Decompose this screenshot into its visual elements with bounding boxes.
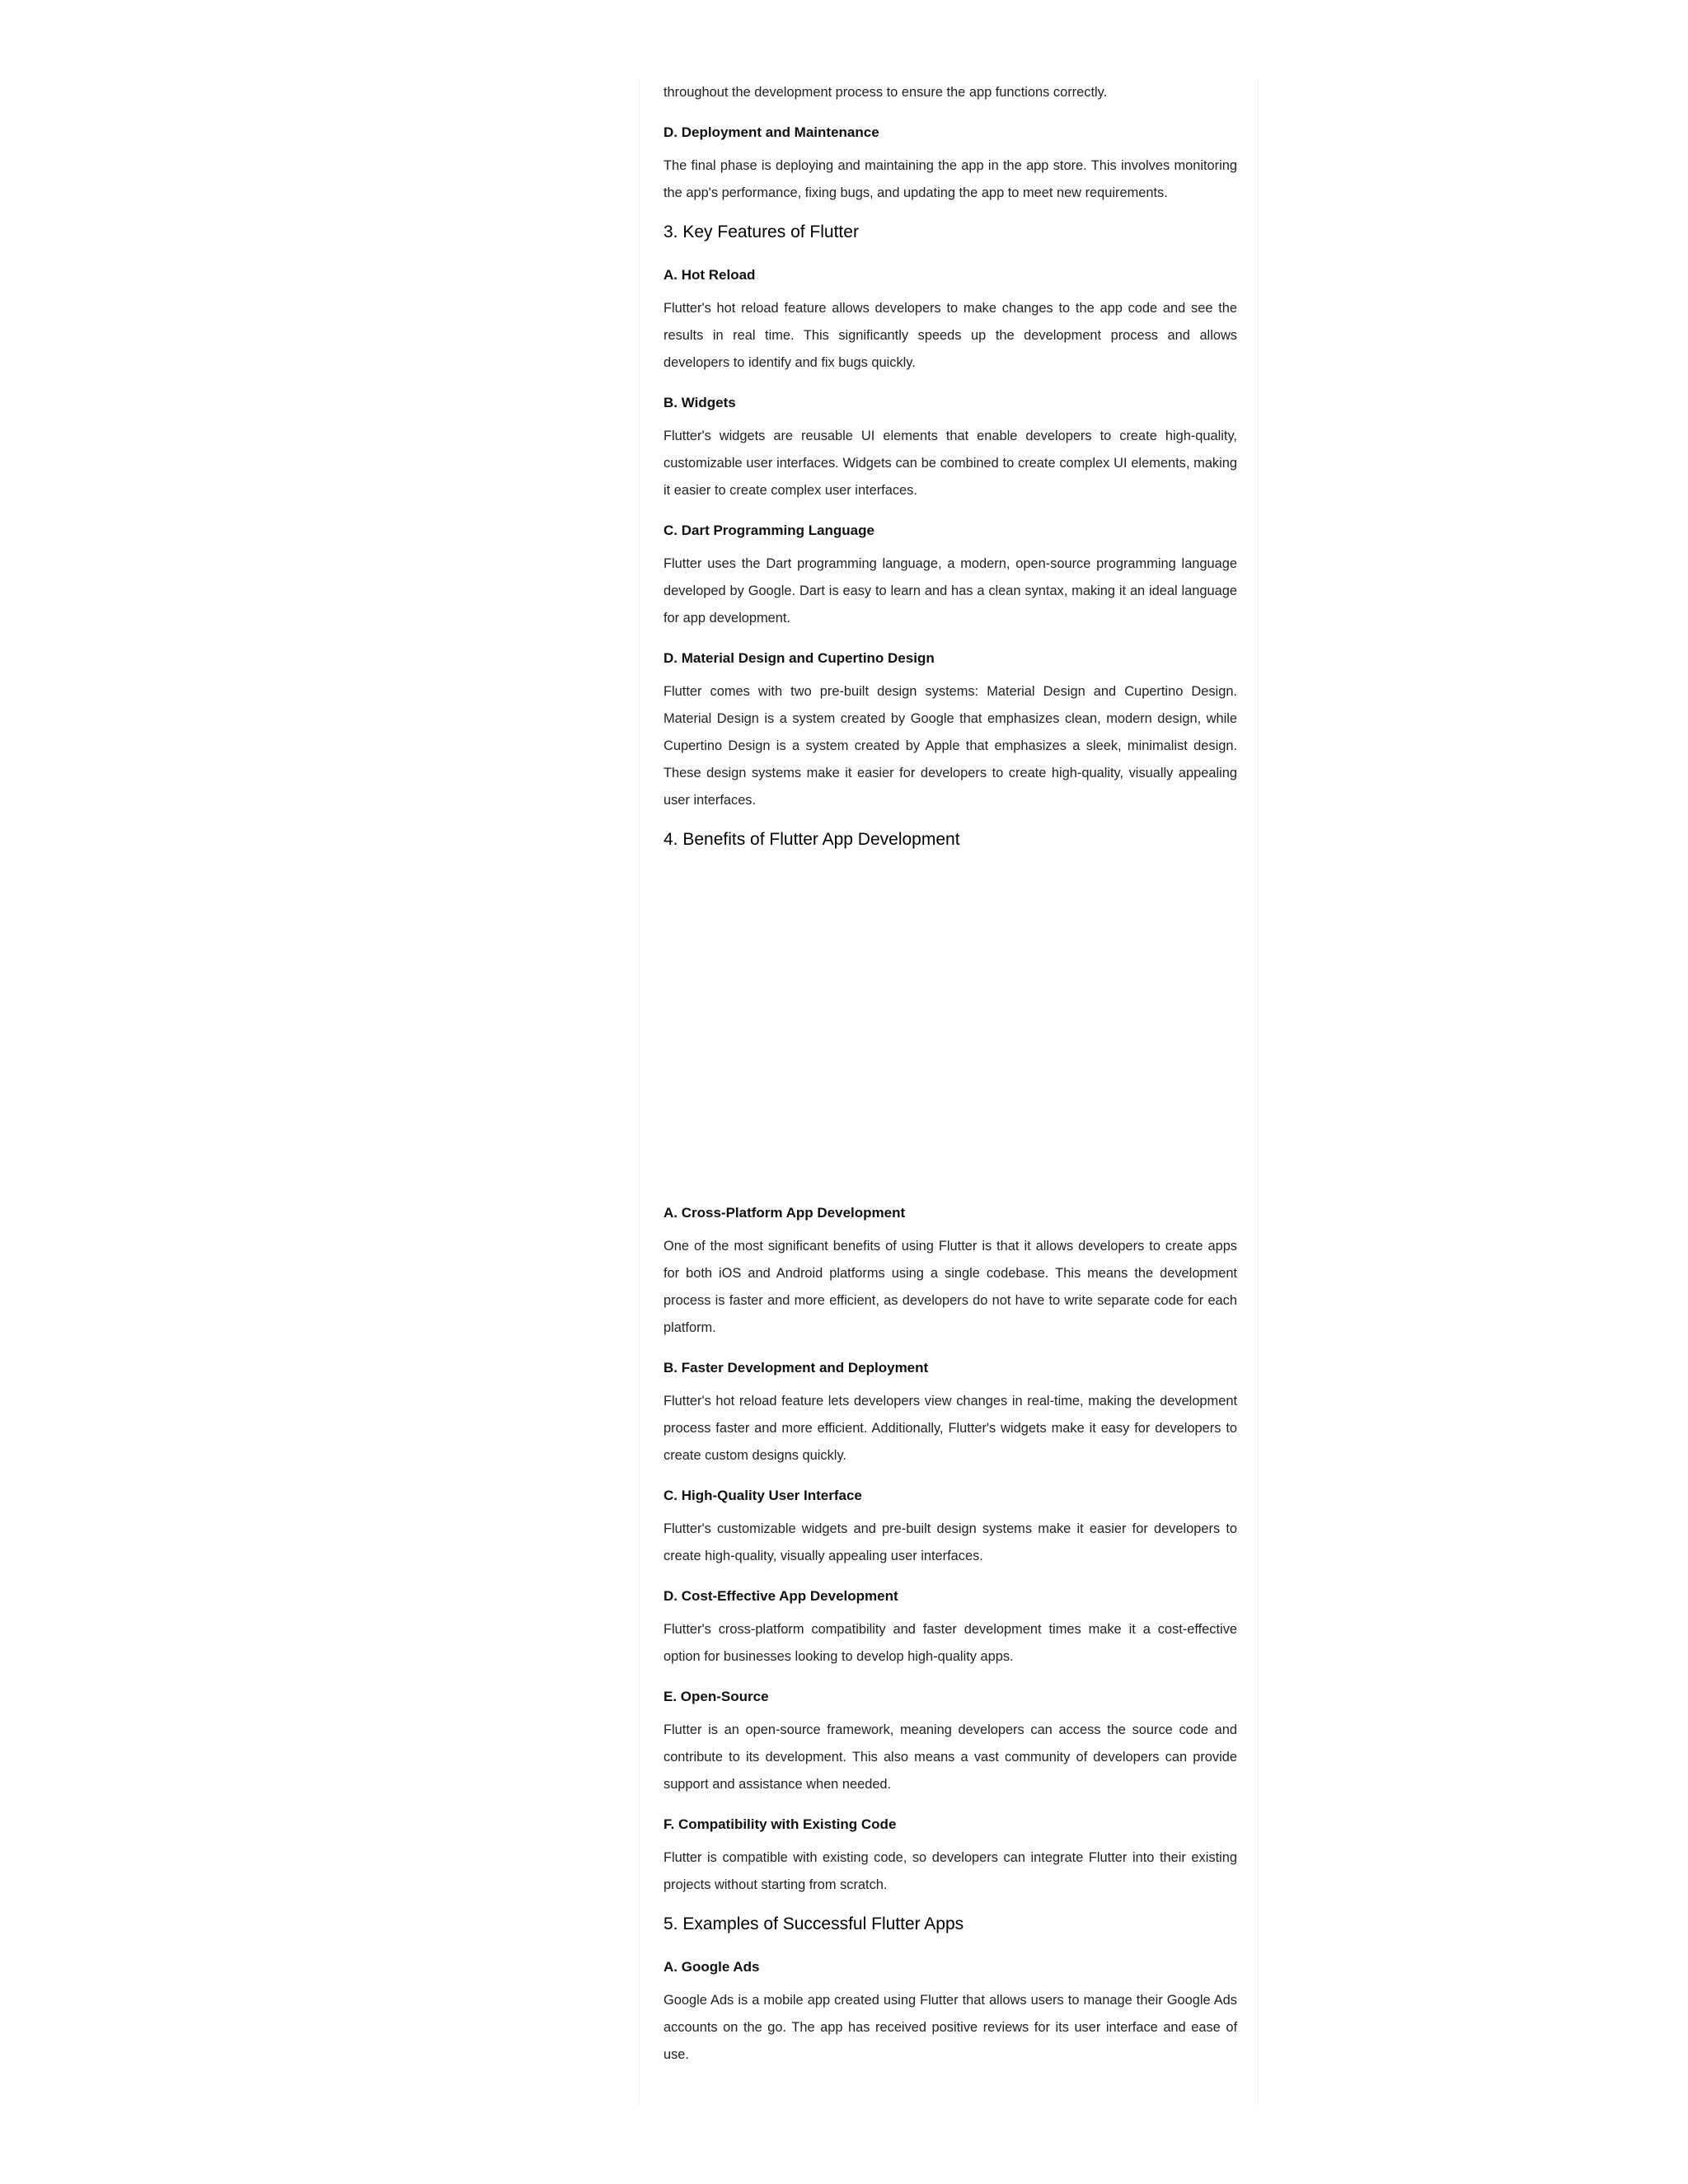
section-heading-examples: 5. Examples of Successful Flutter Apps (663, 1915, 964, 1933)
paragraph-google-ads: Google Ads is a mobile app created using Flutter that allows users to manage their Google Ads accounts on the go. The app has received positive reviews for its user interface and ease of use. (663, 1993, 1237, 2062)
article-image-placeholder (663, 860, 1237, 1181)
paragraph-hot-reload: Flutter's hot reload feature allows developers to make changes to the app code and see the results in real time. This significantly speeds up the development process and allows developers to identify and fix bugs quickly. (663, 301, 1237, 370)
heading-hot-reload: A. Hot Reload (663, 267, 756, 283)
article-column (639, 79, 1259, 2105)
paragraph-cross-platform: One of the most significant benefits of using Flutter is that it allows developers to create apps for both iOS and Android platforms using a single codebase. This means the development process is faster and more efficient, as developers do not have to write separate code for each platform. (663, 1239, 1237, 1335)
heading-open-source: E. Open-Source (663, 1689, 769, 1704)
paragraph-intro-tail: throughout the development process to ensure the app functions correctly. (663, 85, 1108, 100)
heading-cost-effective: D. Cost-Effective App Development (663, 1588, 898, 1604)
section-heading-key-features: 3. Key Features of Flutter (663, 223, 859, 241)
heading-google-ads: A. Google Ads (663, 1959, 760, 1975)
heading-cross-platform: A. Cross-Platform App Development (663, 1205, 906, 1221)
heading-widgets: B. Widgets (663, 395, 736, 410)
paragraph-high-quality-ui: Flutter's customizable widgets and pre-built design systems make it easier for developers to create high-quality, visually appealing user interfaces. (663, 1521, 1237, 1563)
heading-compatibility: F. Compatibility with Existing Code (663, 1816, 897, 1832)
section-heading-benefits: 4. Benefits of Flutter App Development (663, 830, 960, 849)
paragraph-compatibility: Flutter is compatible with existing code, so developers can integrate Flutter into their existing projects without starting from scratch. (663, 1850, 1237, 1892)
paragraph-cost-effective: Flutter's cross-platform compatibility and faster development times make it a cost-effective option for businesses looking to develop high-quality apps. (663, 1622, 1237, 1664)
paragraph-material-cupertino: Flutter comes with two pre-built design systems: Material Design and Cupertino Design. Material Design is a system created by Google that emphasizes clean, modern design, while Cupertino Design is a system created by Apple that emphasizes a sleek, minimalist design. These design systems make it easier for developers to create high-quality, visually appealing user interfaces. (663, 684, 1237, 808)
paragraph-dart: Flutter uses the Dart programming language, a modern, open-source programming language developed by Google. Dart is easy to learn and has a clean syntax, making it an ideal language for app development. (663, 556, 1237, 626)
heading-faster-development: B. Faster Development and Deployment (663, 1360, 929, 1376)
article-content (663, 79, 1237, 2069)
heading-high-quality-ui: C. High-Quality User Interface (663, 1488, 862, 1503)
paragraph-widgets: Flutter's widgets are reusable UI elements that enable developers to create high-quality, customizable user interfaces. Widgets can be combined to create complex UI elements, making it easier to create complex user interfaces. (663, 429, 1237, 498)
paragraph-faster-development: Flutter's hot reload feature lets developers view changes in real-time, making the development process faster and more efficient. Additionally, Flutter's widgets make it easy for developers to create custom designs quickly. (663, 1394, 1237, 1463)
paragraph-open-source: Flutter is an open-source framework, meaning developers can access the source code and contribute to its development. This also means a vast community of developers can provide support and assistance when needed. (663, 1722, 1237, 1792)
heading-dart: C. Dart Programming Language (663, 523, 874, 538)
paragraph-deployment-maintenance: The final phase is deploying and maintaining the app in the app store. This involves monitoring the app's performance, fixing bugs, and updating the app to meet new requirements. (663, 158, 1237, 200)
heading-material-cupertino: D. Material Design and Cupertino Design (663, 650, 935, 666)
heading-deployment-maintenance: D. Deployment and Maintenance (663, 124, 879, 140)
